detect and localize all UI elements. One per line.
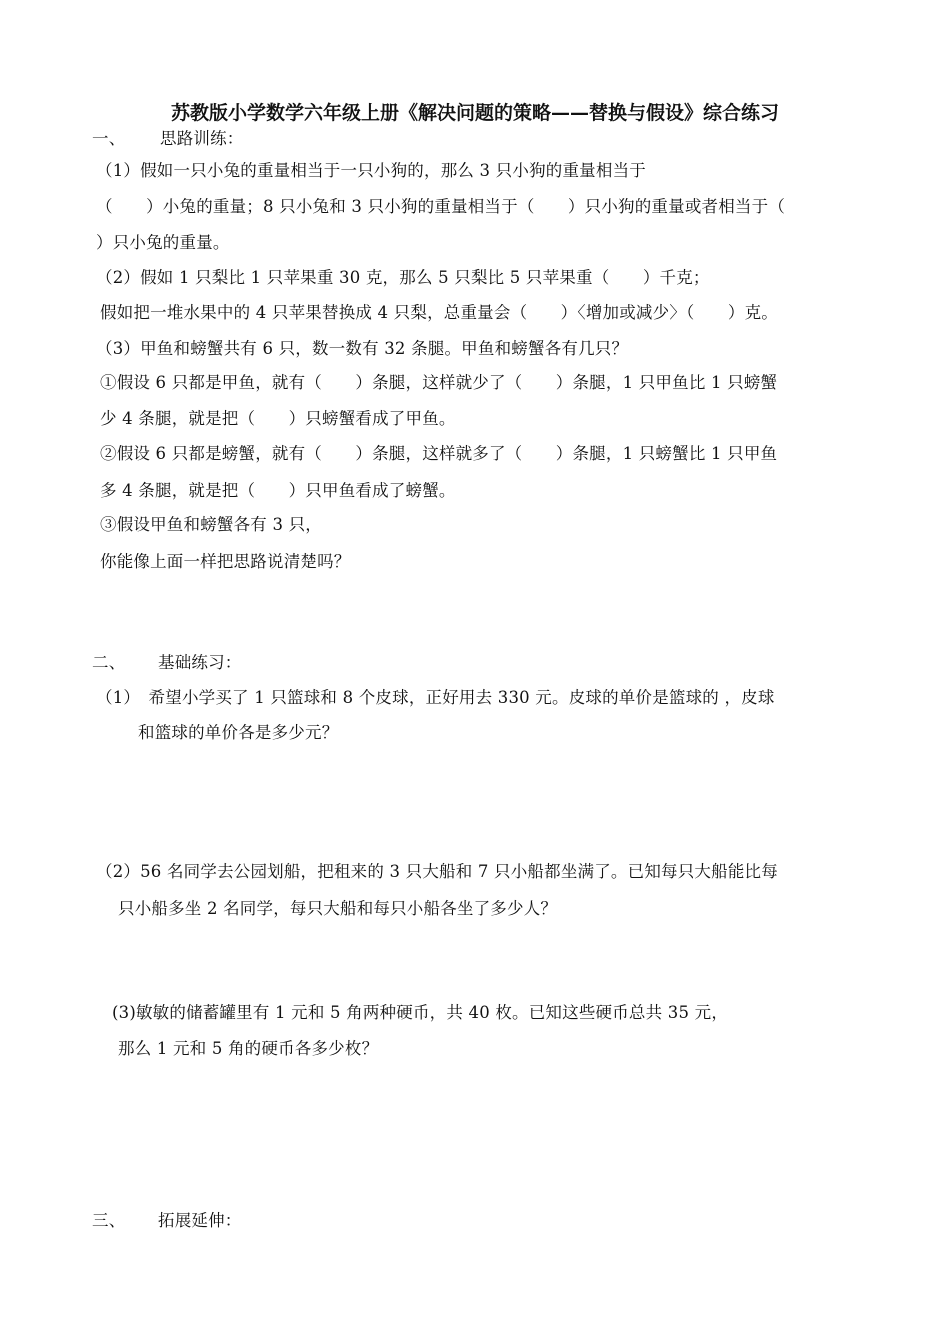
section1-title: 思路训练： xyxy=(160,129,244,148)
section2-line: （1） 希望小学买了 1 只篮球和 8 个皮球，正好用去 330 元。皮球的单价是篮球的 ，皮球 xyxy=(96,688,775,707)
section1-line: （2）假如 1 只梨比 1 只苹果重 30 克，那么 5 只梨比 5 只苹果重（ ）千克； xyxy=(96,268,710,287)
section2-line: 那么 1 元和 5 角的硬币各多少枚？ xyxy=(118,1039,379,1058)
page-title: 苏教版小学数学六年级上册《解决问题的策略——替换与假设》综合练习 xyxy=(170,102,779,124)
section2-number: 二、 xyxy=(92,653,126,672)
section1-line: 少 4 条腿，就是把（ ）只螃蟹看成了甲鱼。 xyxy=(100,409,456,428)
section1-line: 假如把一堆水果中的 4 只苹果替换成 4 只梨，总重量会（ ）〈增加或减少〉（ ）克。 xyxy=(100,303,778,322)
section1-line: （ ）小兔的重量；8 只小兔和 3 只小狗的重量相当于（ ）只小狗的重量或者相当于（ xyxy=(96,197,786,216)
section2-line: (3)敏敏的储蓄罐里有 1 元和 5 角两种硬币，共 40 枚。已知这些硬币总共 35 元， xyxy=(112,1003,729,1022)
section1-number: 一、 xyxy=(92,129,126,148)
section3-title: 拓展延伸： xyxy=(158,1211,242,1230)
section1-line: ③假设甲鱼和螃蟹各有 3 只， xyxy=(100,515,322,534)
section1-line: 多 4 条腿，就是把（ ）只甲鱼看成了螃蟹。 xyxy=(100,481,456,500)
section2-line: （2）56 名同学去公园划船，把租来的 3 只大船和 7 只小船都坐满了。已知每只大船能比每 xyxy=(96,862,778,881)
section1-line: 你能像上面一样把思路说清楚吗？ xyxy=(100,552,351,571)
section3-number: 三、 xyxy=(92,1211,126,1230)
section2-line: 只小船多坐 2 名同学，每只大船和每只小船各坐了多少人？ xyxy=(118,899,558,918)
section2-line: 和篮球的单价各是多少元？ xyxy=(138,723,339,742)
section1-line: （3）甲鱼和螃蟹共有 6 只，数一数有 32 条腿。甲鱼和螃蟹各有几只？ xyxy=(96,339,629,358)
section2-title: 基础练习： xyxy=(158,653,242,672)
section1-line: ）只小兔的重量。 xyxy=(96,233,230,252)
section1-line: ①假设 6 只都是甲鱼，就有（ ）条腿，这样就少了（ ）条腿，1 只甲鱼比 1 只螃蟹 xyxy=(100,373,778,392)
section1-line: （1）假如一只小兔的重量相当于一只小狗的，那么 3 只小狗的重量相当于 xyxy=(96,161,646,180)
section1-line: ②假设 6 只都是螃蟹，就有（ ）条腿，这样就多了（ ）条腿，1 只螃蟹比 1 只甲鱼 xyxy=(100,444,778,463)
